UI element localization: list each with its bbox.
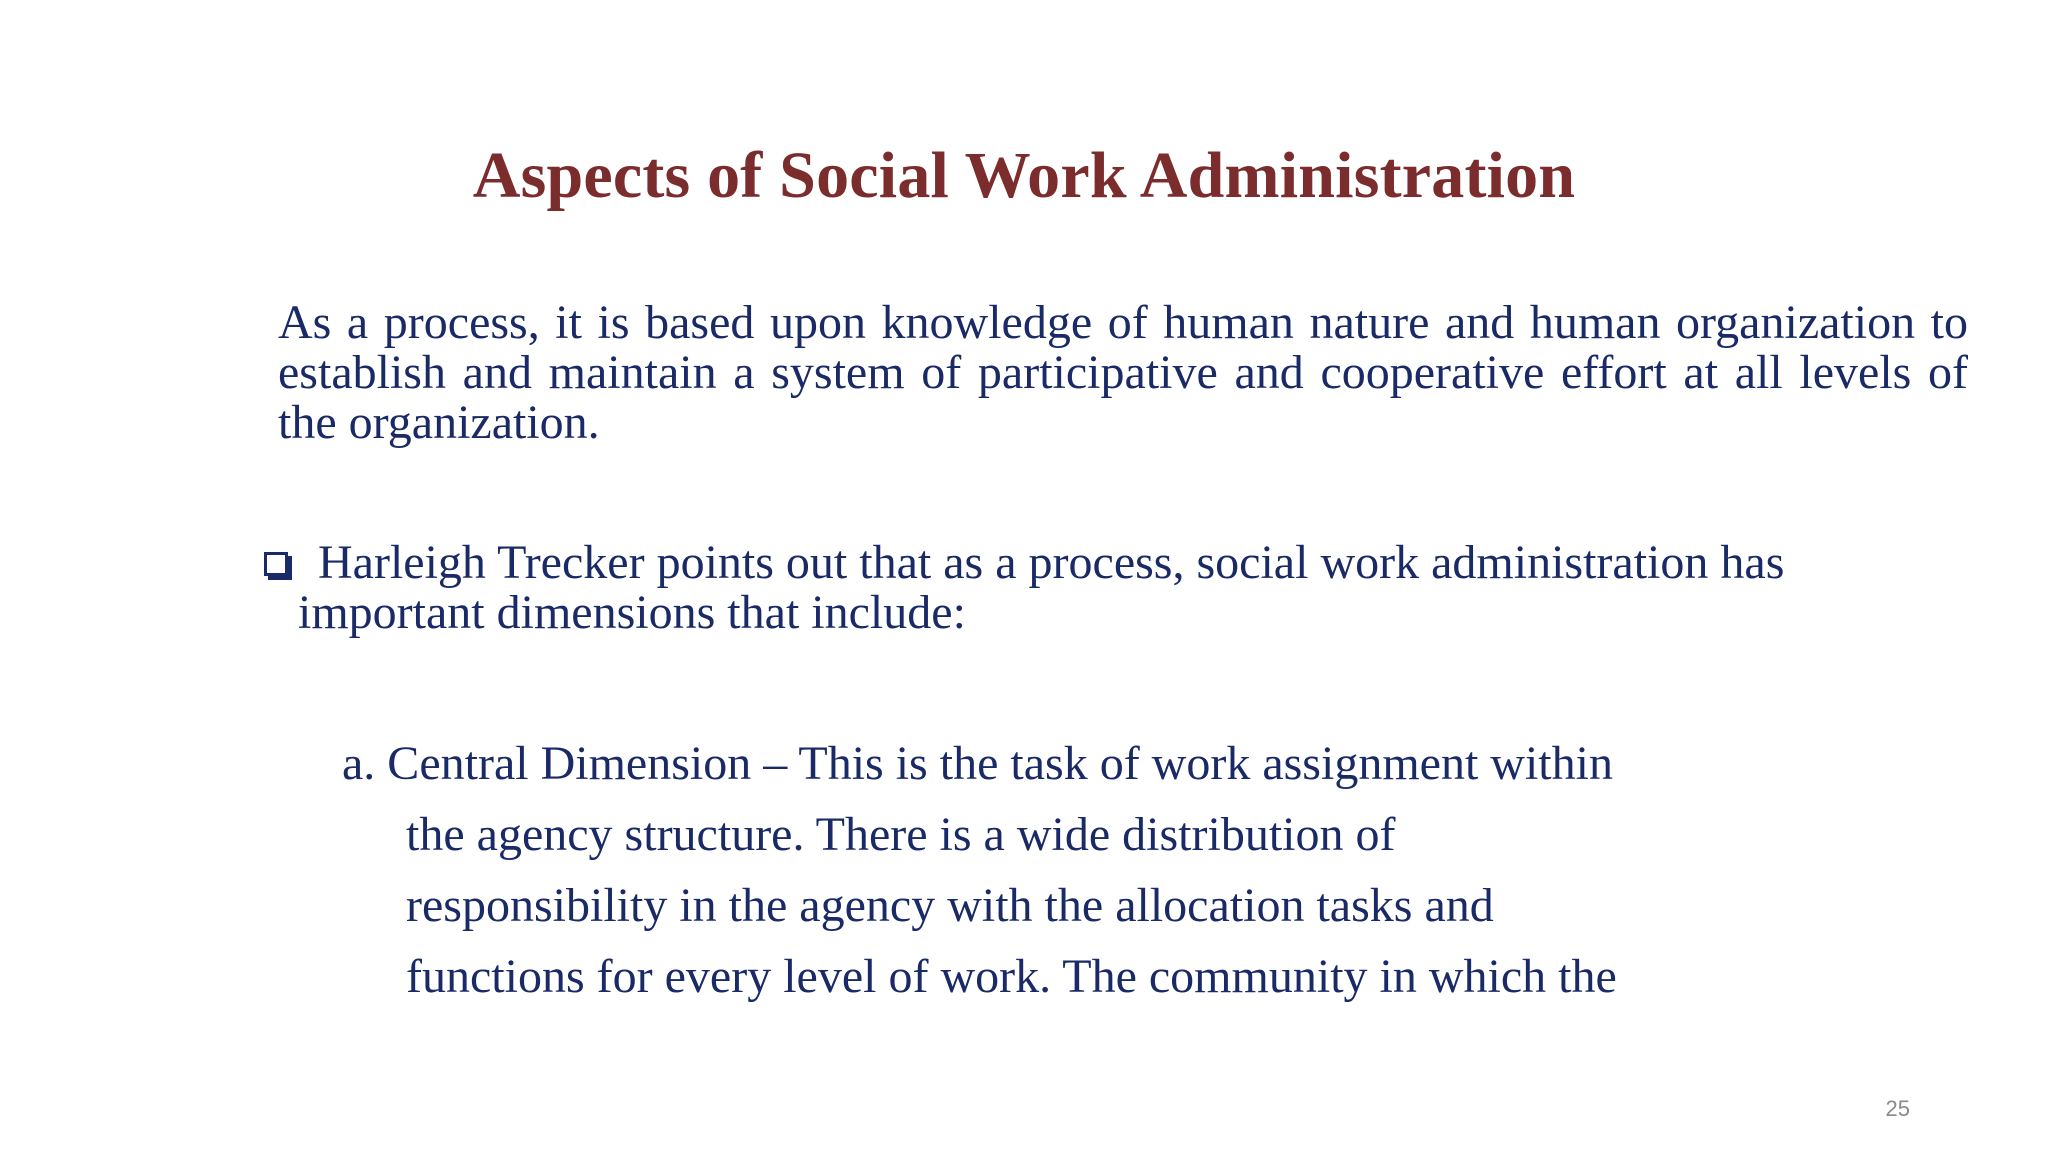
page-number: 25 bbox=[1885, 1096, 1910, 1121]
intro-paragraph: As a process, it is based upon knowledge of human nature and human organization to establish and maintain a system of participative and cooperative effort at all levels of the organization. bbox=[278, 296, 1968, 449]
checkbox-bullet-icon bbox=[264, 552, 288, 576]
bullet-line-1: Harleigh Trecker points out that as a process, social work administration has bbox=[318, 536, 1785, 589]
sub-item-line-4: functions for every level of work. The community in which the bbox=[406, 950, 1617, 1003]
bullet-line-2: important dimensions that include: bbox=[298, 586, 966, 639]
bullet-text bbox=[298, 536, 1968, 639]
bullet-item bbox=[260, 538, 1968, 638]
slide-title: Aspects of Social Work Administration bbox=[472, 139, 1576, 212]
sub-item-line-3: responsibility in the agency with the allocation tasks and bbox=[406, 879, 1494, 932]
sub-item-line-1: a. Central Dimension – This is the task of work assignment within bbox=[342, 737, 1613, 790]
sub-item-central-dimension bbox=[342, 728, 1742, 1012]
sub-item-line-2: the agency structure. There is a wide distribution of bbox=[406, 808, 1396, 861]
